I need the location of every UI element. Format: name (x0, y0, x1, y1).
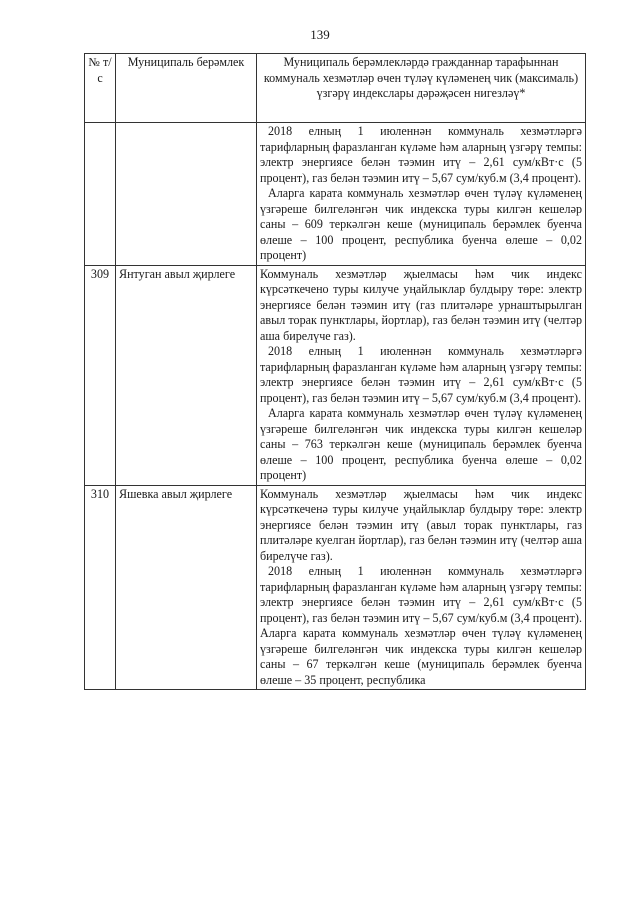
header-number: № т/с (85, 54, 116, 123)
header-description: Муниципаль берәмлекләрдә гражданнар тарафыннан коммуналь хезмәтләр өчен түләү күләменең чик (максималь) үзгәрү индекслары дәрәҗәсен нигезләү* (257, 54, 586, 123)
description-paragraph: Коммуналь хезмәтләр җыелмасы һәм чик индекс күрсәткечено туры килуче уңайлыклар булдыру төре: электр энергиясе белән тәэмин итү (газ плитәләре урнаштырылган авыл торак пунктлары, йортлар), газ белән тәэмин итү (челтәр аша бирелүче газ). (260, 266, 582, 343)
row-municipality: Яшевка авыл җирлеге (116, 485, 257, 690)
row-number: 309 (85, 265, 116, 485)
row-municipality: Янтуган авыл җирлеге (116, 265, 257, 485)
table-row (85, 485, 586, 690)
description-paragraph: 2018 елның 1 июленнән коммуналь хезмәтләргә тарифларның фаразланган күләме һәм аларның үзгәрү темпы: электр энергиясе белән тәэмин итү – 2,61 сум/кВт·с (5 процент), газ белән тәэмин итү – 5,67 сум/куб.м (3,4 процент). (260, 124, 582, 185)
table-row (85, 123, 586, 266)
description-paragraph: Аларга карата коммуналь хезмәтләр өчен түләү күләменең үзгәреше билгеләнгән чик индекска туры килгән кешеләр саны – 763 теркәлгән кеше (муниципаль берәмлек буенча өлеше – 100 процент, республика буенча өлеше – 0,02 процент) (260, 406, 582, 482)
description-paragraph: Коммуналь хезмәтләр җыелмасы һәм чик индекс күрсәткеченә туры килуче уңайлыклар булдыру төре: электр энергиясе белән тәэмин итү (авыл торак пунктлары, газ плитәләре куелган йортлар), газ белән тәэмин итү (челтәр аша бирелүче газ). (260, 486, 582, 563)
page-number: 139 (310, 27, 330, 42)
table-row (85, 265, 586, 485)
description-paragraph: 2018 елның 1 июленнән коммуналь хезмәтләргә тарифларның фаразланган күләме һәм аларның үзгәрү темпы: электр энергиясе белән тәэмин итү – 2,61 сум/кВт·с (5 процент), газ белән тәэмин итү – 5,67 сум/куб.м (3,4 процент). (260, 344, 582, 405)
row-description (257, 123, 586, 266)
row-number (85, 123, 116, 266)
row-description (257, 485, 586, 690)
description-paragraph: Аларга карата коммуналь хезмәтләр өчен түләү күләменең үзгәреше билгеләнгән чик индекска туры килгән кешеләр саны – 609 теркәлгән кеше (муниципаль берәмлек буенча өлеше – 100 процент, республика буенча өлеше – 0,02 процент) (260, 186, 582, 262)
row-description (257, 265, 586, 485)
municipality-table (84, 53, 586, 690)
description-paragraph: 2018 елның 1 июленнән коммуналь хезмәтләргә тарифларның фаразланган күләме һәм аларның үзгәрү темпы: электр энергиясе белән тәэмин итү – 2,61 сум/кВт·с (5 процент), газ белән тәэмин итү – 5,67 сум/куб.м (3,4 процент). Аларга карата коммуналь хезмәтләр өчен түләү күләменең үзгәреше билгеләнгән чик индекска туры килгән кешеләр саны – 67 теркәлгән кеше (муниципаль берәмлек буенча өлеше – 35 процент, республика (260, 564, 582, 687)
row-number: 310 (85, 485, 116, 690)
header-municipality: Муниципаль берәмлек (116, 54, 257, 123)
row-municipality (116, 123, 257, 266)
table-header-row (85, 54, 586, 123)
